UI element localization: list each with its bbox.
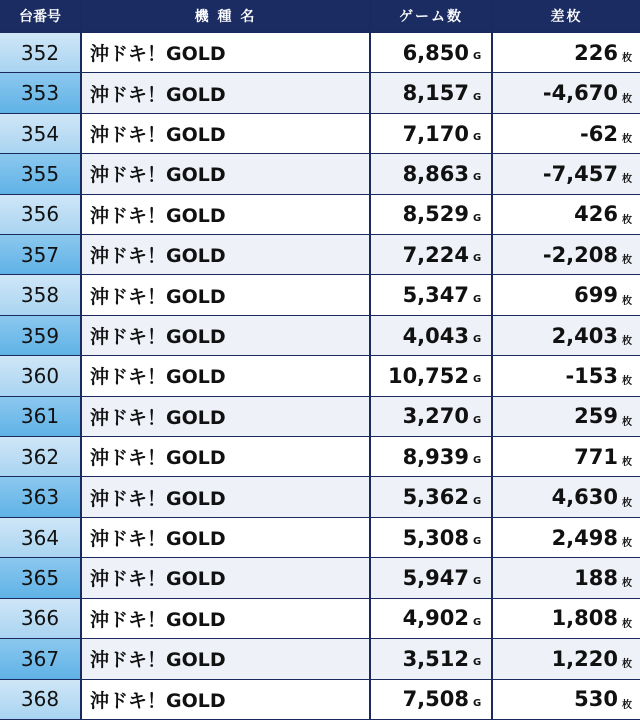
game-count-value: 7,508 — [402, 687, 469, 712]
game-count-value: 8,529 — [402, 202, 469, 227]
diff-count — [493, 114, 640, 154]
model-name: 沖ドキ！GOLD — [82, 316, 371, 356]
game-count — [371, 599, 493, 639]
diff-count — [493, 599, 640, 639]
game-unit: G — [473, 253, 482, 265]
diff-unit: 枚 — [622, 497, 632, 509]
game-count-value: 8,157 — [402, 81, 469, 106]
diff-count — [493, 195, 640, 235]
diff-unit: 枚 — [622, 618, 632, 630]
game-unit: G — [473, 576, 482, 588]
diff-count-value: 699 — [574, 283, 618, 308]
machine-number: 365 — [0, 558, 82, 598]
model-name: 沖ドキ！GOLD — [82, 114, 371, 154]
machine-number: 367 — [0, 639, 82, 679]
model-name: 沖ドキ！GOLD — [82, 437, 371, 477]
diff-count-value: -7,457 — [542, 161, 618, 186]
game-unit: G — [473, 132, 482, 144]
game-count-value: 8,863 — [402, 161, 469, 186]
diff-count-value: -4,670 — [542, 81, 618, 106]
diff-unit: 枚 — [622, 699, 632, 711]
model-name: 沖ドキ！GOLD — [82, 599, 371, 639]
game-count — [371, 154, 493, 194]
game-unit: G — [473, 334, 482, 346]
game-count-value: 6,850 — [402, 40, 469, 65]
diff-count — [493, 316, 640, 356]
model-name: 沖ドキ！GOLD — [82, 275, 371, 315]
game-unit: G — [473, 455, 482, 467]
game-unit: G — [473, 51, 482, 63]
game-unit: G — [473, 91, 482, 103]
model-name: 沖ドキ！GOLD — [82, 73, 371, 113]
game-count — [371, 316, 493, 356]
model-name: 沖ドキ！GOLD — [82, 195, 371, 235]
machine-number: 364 — [0, 518, 82, 558]
header-model: 機 種 名 — [82, 0, 371, 33]
game-count — [371, 477, 493, 517]
diff-count — [493, 477, 640, 517]
game-count-value: 3,270 — [402, 404, 469, 429]
machine-number: 366 — [0, 599, 82, 639]
game-unit: G — [473, 697, 482, 709]
diff-unit: 枚 — [622, 457, 632, 469]
machine-number: 361 — [0, 397, 82, 437]
game-unit: G — [473, 212, 482, 224]
machine-number: 359 — [0, 316, 82, 356]
model-name: 沖ドキ！GOLD — [82, 33, 371, 73]
diff-count-value: 259 — [574, 404, 618, 429]
machine-number: 368 — [0, 680, 82, 720]
diff-count — [493, 680, 640, 720]
game-count — [371, 33, 493, 73]
header-diff: 差枚 — [493, 0, 640, 33]
diff-count-value: -62 — [580, 121, 618, 146]
diff-count-value: 426 — [574, 202, 618, 227]
machine-number: 356 — [0, 195, 82, 235]
machine-number: 362 — [0, 437, 82, 477]
diff-unit: 枚 — [622, 214, 632, 226]
game-unit: G — [473, 374, 482, 386]
game-count-value: 5,362 — [402, 485, 469, 510]
game-unit: G — [473, 414, 482, 426]
game-count — [371, 437, 493, 477]
game-count-value: 8,939 — [402, 444, 469, 469]
model-name: 沖ドキ！GOLD — [82, 235, 371, 275]
diff-count — [493, 639, 640, 679]
game-count — [371, 73, 493, 113]
game-unit: G — [473, 495, 482, 507]
game-count — [371, 680, 493, 720]
diff-count-value: -153 — [565, 363, 618, 388]
game-count-value: 4,902 — [402, 606, 469, 631]
game-count — [371, 356, 493, 396]
diff-count — [493, 558, 640, 598]
diff-count — [493, 73, 640, 113]
model-name: 沖ドキ！GOLD — [82, 154, 371, 194]
machine-number: 354 — [0, 114, 82, 154]
game-count — [371, 114, 493, 154]
diff-count — [493, 397, 640, 437]
game-count-value: 7,170 — [402, 121, 469, 146]
diff-unit: 枚 — [622, 376, 632, 388]
game-count-value: 5,308 — [402, 525, 469, 550]
game-count — [371, 235, 493, 275]
diff-unit: 枚 — [622, 255, 632, 267]
game-count-value: 4,043 — [402, 323, 469, 348]
diff-count-value: 2,403 — [551, 323, 618, 348]
game-unit: G — [473, 616, 482, 628]
machine-number: 352 — [0, 33, 82, 73]
diff-unit: 枚 — [622, 53, 632, 65]
game-count-value: 5,947 — [402, 565, 469, 590]
diff-count — [493, 235, 640, 275]
game-unit: G — [473, 657, 482, 669]
game-count — [371, 397, 493, 437]
diff-count — [493, 33, 640, 73]
diff-count — [493, 154, 640, 194]
diff-count-value: 2,498 — [551, 525, 618, 550]
diff-unit: 枚 — [622, 659, 632, 671]
machine-number: 360 — [0, 356, 82, 396]
model-name: 沖ドキ！GOLD — [82, 558, 371, 598]
machine-number: 353 — [0, 73, 82, 113]
diff-count-value: 530 — [574, 687, 618, 712]
game-unit: G — [473, 172, 482, 184]
diff-unit: 枚 — [622, 578, 632, 590]
model-name: 沖ドキ！GOLD — [82, 397, 371, 437]
game-count — [371, 195, 493, 235]
game-count-value: 7,224 — [402, 242, 469, 267]
game-unit: G — [473, 536, 482, 548]
header-games: ゲーム数 — [371, 0, 493, 33]
game-count-value: 3,512 — [402, 646, 469, 671]
header-number: 台番号 — [0, 0, 82, 33]
diff-count-value: 1,808 — [551, 606, 618, 631]
diff-unit: 枚 — [622, 134, 632, 146]
diff-unit: 枚 — [622, 174, 632, 186]
game-unit: G — [473, 293, 482, 305]
diff-count — [493, 437, 640, 477]
model-name: 沖ドキ！GOLD — [82, 680, 371, 720]
machine-number: 363 — [0, 477, 82, 517]
diff-unit: 枚 — [622, 336, 632, 348]
diff-count — [493, 518, 640, 558]
game-count — [371, 639, 493, 679]
diff-unit: 枚 — [622, 295, 632, 307]
diff-count — [493, 275, 640, 315]
game-count — [371, 275, 493, 315]
model-name: 沖ドキ！GOLD — [82, 639, 371, 679]
game-count-value: 10,752 — [387, 363, 469, 388]
diff-unit: 枚 — [622, 93, 632, 105]
machine-number: 357 — [0, 235, 82, 275]
diff-count-value: 4,630 — [551, 485, 618, 510]
diff-count-value: 771 — [574, 444, 618, 469]
model-name: 沖ドキ！GOLD — [82, 518, 371, 558]
machine-number: 355 — [0, 154, 82, 194]
diff-unit: 枚 — [622, 538, 632, 550]
game-count — [371, 558, 493, 598]
model-name: 沖ドキ！GOLD — [82, 356, 371, 396]
diff-count — [493, 356, 640, 396]
diff-count-value: 188 — [574, 565, 618, 590]
model-name: 沖ドキ！GOLD — [82, 477, 371, 517]
diff-unit: 枚 — [622, 416, 632, 428]
game-count — [371, 518, 493, 558]
machine-number: 358 — [0, 275, 82, 315]
diff-count-value: 1,220 — [551, 646, 618, 671]
game-count-value: 5,347 — [402, 283, 469, 308]
diff-count-value: 226 — [574, 40, 618, 65]
diff-count-value: -2,208 — [542, 242, 618, 267]
